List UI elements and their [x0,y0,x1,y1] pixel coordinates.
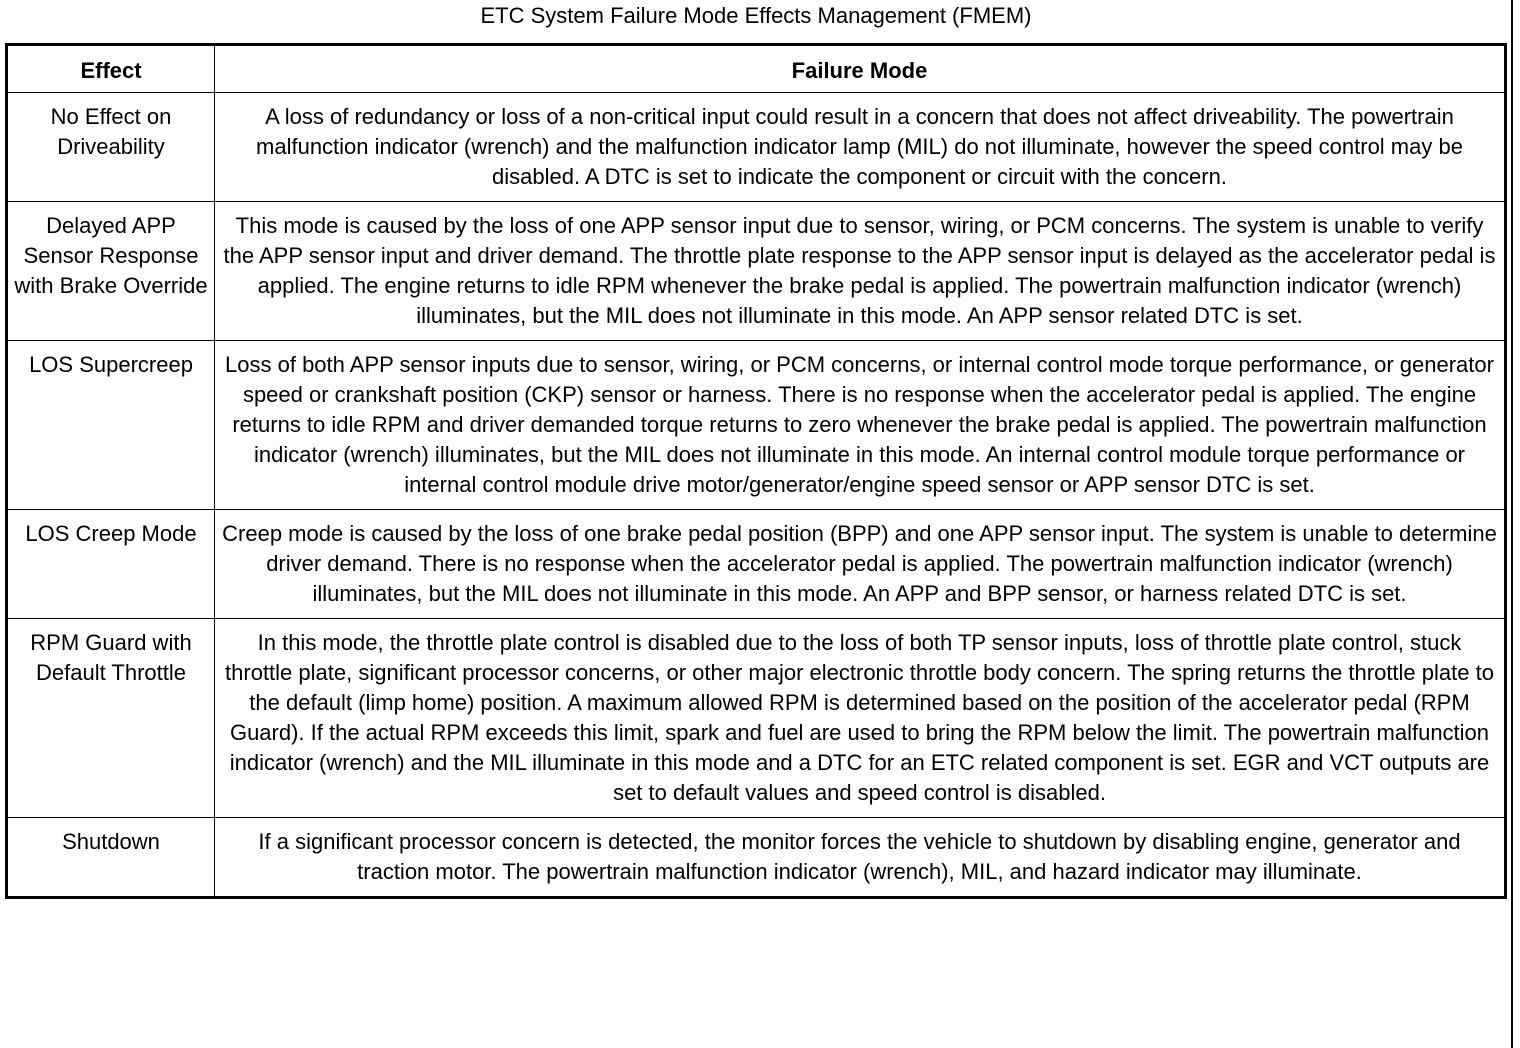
page-title: ETC System Failure Mode Effects Management (FMEM) [480,3,1032,28]
effect-cell: RPM Guard with Default Throttle [7,619,215,818]
page-edge-rule [1511,0,1513,1048]
column-header-effect: Effect [7,45,215,93]
failure-mode-cell: In this mode, the throttle plate control is disabled due to the loss of both TP sensor inputs, loss of throttle plate control, stuck throttle plate, significant processor concerns, or other major electronic throttle body concern. The spring returns the throttle plate to the default (limp home) position. A maximum allowed RPM is determined based on the position of the accelerator pedal (RPM Guard). If the actual RPM exceeds this limit, spark and fuel are used to bring the RPM below the limit. The powertrain malfunction indicator (wrench) and the MIL illuminate in this mode and a DTC for an ETC related component is set. EGR and VCT outputs are set to default values and speed control is disabled. [215,619,1506,818]
effect-cell: LOS Supercreep [7,341,215,510]
effect-cell: Delayed APP Sensor Response with Brake Override [7,202,215,341]
table-row [7,341,1506,510]
table-row [7,93,1506,202]
table-row [7,619,1506,818]
table-row [7,202,1506,341]
failure-mode-cell: This mode is caused by the loss of one APP sensor input due to sensor, wiring, or PCM concerns. The system is unable to verify the APP sensor input and driver demand. The throttle plate response to the APP sensor input is delayed as the accelerator pedal is applied. The engine returns to idle RPM whenever the brake pedal is applied. The powertrain malfunction indicator (wrench) illuminates, but the MIL does not illuminate in this mode. An APP sensor related DTC is set. [215,202,1506,341]
column-header-failure-mode: Failure Mode [215,45,1506,93]
effect-cell: LOS Creep Mode [7,510,215,619]
failure-mode-cell: Creep mode is caused by the loss of one brake pedal position (BPP) and one APP sensor input. The system is unable to determine driver demand. There is no response when the accelerator pedal is applied. The powertrain malfunction indicator (wrench) illuminates, but the MIL does not illuminate in this mode. An APP and BPP sensor, or harness related DTC is set. [215,510,1506,619]
table-row [7,510,1506,619]
effect-cell: No Effect on Driveability [7,93,215,202]
failure-mode-cell: If a significant processor concern is detected, the monitor forces the vehicle to shutdown by disabling engine, generator and traction motor. The powertrain malfunction indicator (wrench), MIL, and hazard indicator may illuminate. [215,818,1506,898]
header-row [7,45,1506,93]
table-row [7,818,1506,898]
fmem-table [5,43,1507,899]
effect-cell: Shutdown [7,818,215,898]
failure-mode-cell: Loss of both APP sensor inputs due to sensor, wiring, or PCM concerns, or internal control mode torque performance, or generator speed or crankshaft position (CKP) sensor or harness. There is no response when the accelerator pedal is applied. The engine returns to idle RPM and driver demanded torque returns to zero whenever the brake pedal is applied. The powertrain malfunction indicator (wrench) illuminates, but the MIL does not illuminate in this mode. An internal control module torque performance or internal control module drive motor/generator/engine speed sensor or APP sensor DTC is set. [215,341,1506,510]
failure-mode-cell: A loss of redundancy or loss of a non-critical input could result in a concern that does not affect driveability. The powertrain malfunction indicator (wrench) and the malfunction indicator lamp (MIL) do not illuminate, however the speed control may be disabled. A DTC is set to indicate the component or circuit with the concern. [215,93,1506,202]
